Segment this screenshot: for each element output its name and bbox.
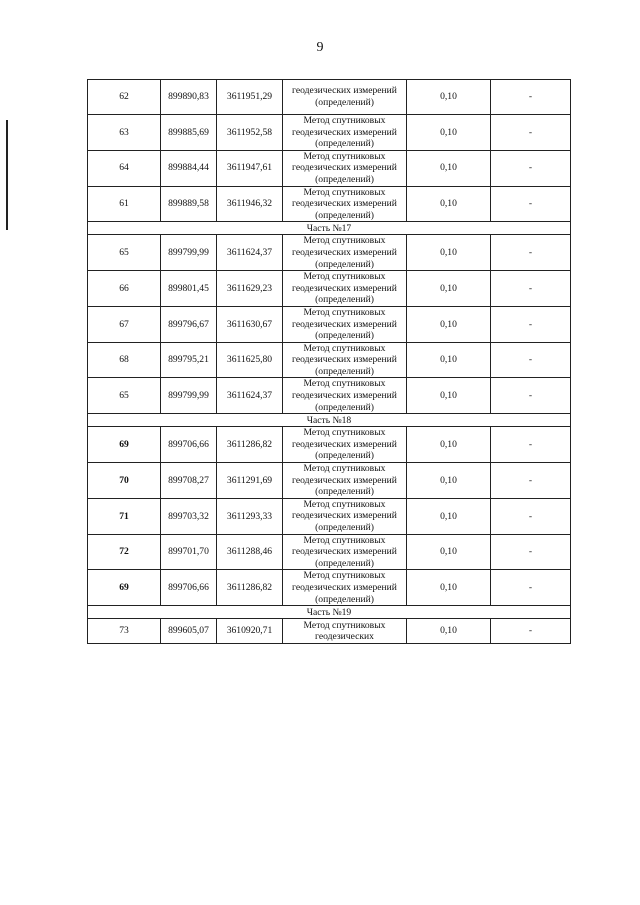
table-row — [88, 235, 571, 271]
y-coordinate-cell: 3611286,82 — [217, 570, 283, 606]
note-cell: - — [491, 427, 571, 463]
x-coordinate-cell: 899885,69 — [161, 115, 217, 151]
point-number-cell: 69 — [88, 570, 161, 606]
y-coordinate-cell: 3611951,29 — [217, 80, 283, 115]
method-cell: Метод спутниковых геодезических измерений (определений) — [283, 498, 407, 534]
y-coordinate-cell: 3611291,69 — [217, 463, 283, 499]
note-cell: - — [491, 463, 571, 499]
table-row — [88, 463, 571, 499]
y-coordinate-cell: 3611947,61 — [217, 150, 283, 186]
table-row — [88, 80, 571, 115]
accuracy-cell: 0,10 — [407, 80, 491, 115]
method-cell: Метод спутниковых геодезических измерений (определений) — [283, 115, 407, 151]
x-coordinate-cell: 899796,67 — [161, 306, 217, 342]
coordinates-table — [87, 79, 571, 644]
note-cell: - — [491, 378, 571, 414]
accuracy-cell: 0,10 — [407, 427, 491, 463]
accuracy-cell: 0,10 — [407, 186, 491, 222]
note-cell: - — [491, 498, 571, 534]
accuracy-cell: 0,10 — [407, 150, 491, 186]
x-coordinate-cell: 899703,32 — [161, 498, 217, 534]
point-number-cell: 66 — [88, 271, 161, 307]
page-number: 9 — [316, 40, 324, 55]
method-cell: Метод спутниковых геодезических измерений (определений) — [283, 186, 407, 222]
table-row — [88, 186, 571, 222]
point-number-cell: 65 — [88, 235, 161, 271]
note-cell: - — [491, 80, 571, 115]
y-coordinate-cell: 3611630,67 — [217, 306, 283, 342]
part-label: Часть №18 — [88, 414, 571, 427]
y-coordinate-cell: 3611288,46 — [217, 534, 283, 570]
note-cell: - — [491, 342, 571, 378]
note-cell: - — [491, 235, 571, 271]
point-number-cell: 62 — [88, 80, 161, 115]
note-cell: - — [491, 534, 571, 570]
note-cell: - — [491, 150, 571, 186]
table-row — [88, 619, 571, 644]
x-coordinate-cell: 899889,58 — [161, 186, 217, 222]
point-number-cell: 69 — [88, 427, 161, 463]
point-number-cell: 67 — [88, 306, 161, 342]
part-header-row — [88, 222, 571, 235]
table-row — [88, 534, 571, 570]
note-cell: - — [491, 619, 571, 644]
x-coordinate-cell: 899701,70 — [161, 534, 217, 570]
x-coordinate-cell: 899799,99 — [161, 378, 217, 414]
y-coordinate-cell: 3611624,37 — [217, 378, 283, 414]
x-coordinate-cell: 899799,99 — [161, 235, 217, 271]
part-label: Часть №19 — [88, 606, 571, 619]
x-coordinate-cell: 899801,45 — [161, 271, 217, 307]
point-number-cell: 61 — [88, 186, 161, 222]
method-cell: Метод спутниковых геодезических — [283, 619, 407, 644]
table-row — [88, 378, 571, 414]
method-cell: Метод спутниковых геодезических измерений (определений) — [283, 342, 407, 378]
x-coordinate-cell: 899795,21 — [161, 342, 217, 378]
table-row — [88, 427, 571, 463]
point-number-cell: 71 — [88, 498, 161, 534]
x-coordinate-cell: 899706,66 — [161, 570, 217, 606]
method-cell: Метод спутниковых геодезических измерений (определений) — [283, 427, 407, 463]
y-coordinate-cell: 3610920,71 — [217, 619, 283, 644]
point-number-cell: 65 — [88, 378, 161, 414]
table-row — [88, 570, 571, 606]
accuracy-cell: 0,10 — [407, 498, 491, 534]
note-cell: - — [491, 306, 571, 342]
y-coordinate-cell: 3611624,37 — [217, 235, 283, 271]
method-cell: Метод спутниковых геодезических измерений (определений) — [283, 463, 407, 499]
method-cell: Метод спутниковых геодезических измерений (определений) — [283, 150, 407, 186]
table-row — [88, 498, 571, 534]
method-cell: геодезических измерений (определений) — [283, 80, 407, 115]
accuracy-cell: 0,10 — [407, 342, 491, 378]
y-coordinate-cell: 3611293,33 — [217, 498, 283, 534]
y-coordinate-cell: 3611286,82 — [217, 427, 283, 463]
x-coordinate-cell: 899706,66 — [161, 427, 217, 463]
part-header-row — [88, 414, 571, 427]
accuracy-cell: 0,10 — [407, 463, 491, 499]
method-cell: Метод спутниковых геодезических измерений (определений) — [283, 378, 407, 414]
note-cell: - — [491, 271, 571, 307]
accuracy-cell: 0,10 — [407, 271, 491, 307]
y-coordinate-cell: 3611952,58 — [217, 115, 283, 151]
part-header-row — [88, 606, 571, 619]
table-row — [88, 306, 571, 342]
x-coordinate-cell: 899884,44 — [161, 150, 217, 186]
method-cell: Метод спутниковых геодезических измерений (определений) — [283, 271, 407, 307]
point-number-cell: 73 — [88, 619, 161, 644]
accuracy-cell: 0,10 — [407, 619, 491, 644]
coordinates-table-body — [88, 80, 571, 644]
accuracy-cell: 0,10 — [407, 235, 491, 271]
table-row — [88, 342, 571, 378]
method-cell: Метод спутниковых геодезических измерений (определений) — [283, 235, 407, 271]
table-row — [88, 150, 571, 186]
accuracy-cell: 0,10 — [407, 570, 491, 606]
accuracy-cell: 0,10 — [407, 115, 491, 151]
note-cell: - — [491, 115, 571, 151]
part-label: Часть №17 — [88, 222, 571, 235]
y-coordinate-cell: 3611946,32 — [217, 186, 283, 222]
point-number-cell: 64 — [88, 150, 161, 186]
y-coordinate-cell: 3611625,80 — [217, 342, 283, 378]
note-cell: - — [491, 186, 571, 222]
accuracy-cell: 0,10 — [407, 378, 491, 414]
point-number-cell: 70 — [88, 463, 161, 499]
x-coordinate-cell: 899605,07 — [161, 619, 217, 644]
point-number-cell: 72 — [88, 534, 161, 570]
note-cell: - — [491, 570, 571, 606]
margin-mark — [6, 120, 8, 230]
accuracy-cell: 0,10 — [407, 534, 491, 570]
table-row — [88, 115, 571, 151]
method-cell: Метод спутниковых геодезических измерений (определений) — [283, 570, 407, 606]
method-cell: Метод спутниковых геодезических измерений (определений) — [283, 306, 407, 342]
point-number-cell: 63 — [88, 115, 161, 151]
point-number-cell: 68 — [88, 342, 161, 378]
x-coordinate-cell: 899890,83 — [161, 80, 217, 115]
method-cell: Метод спутниковых геодезических измерений (определений) — [283, 534, 407, 570]
y-coordinate-cell: 3611629,23 — [217, 271, 283, 307]
x-coordinate-cell: 899708,27 — [161, 463, 217, 499]
accuracy-cell: 0,10 — [407, 306, 491, 342]
table-row — [88, 271, 571, 307]
